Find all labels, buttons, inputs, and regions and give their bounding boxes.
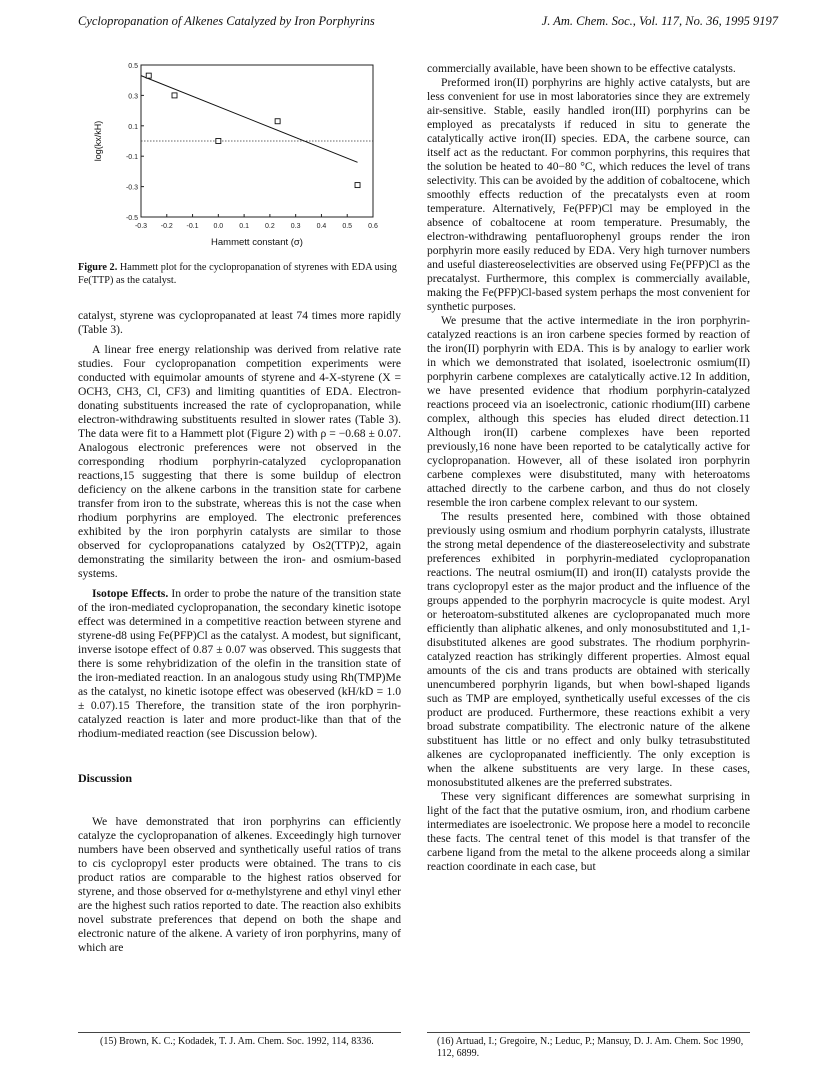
paragraph: catalyst, styrene was cyclopropanated at least 74 times more rapidly (Table 3).	[78, 309, 401, 336]
paragraph: A linear free energy relationship was derived from relative rate studies. Four cyclopropanation competition experiments were conducted with equimolar amounts of styrene and 4-X-styrene (X = OCH3, CH3, Cl, CF3) and limiting quantities of EDA. Electron-donating substituents increased the rate of cyclopropanation, while electron-withdrawing substituents resulted in slower rates (Table 3). The data were fit to a Hammett plot (Figure 2) with ρ = −0.68 ± 0.07. Analogous electronic preferences were not observed in the corresponding rhodium porphyrin-catalyzed cyclopropanation reactions,15 suggesting that there is some buildup of electron deficiency on the alkene carbons in the transition state for carbene transfer from iron to the substrate, whereas this is not the case when rhodium porphyrins are employed. The electronic preferences exhibited by the iron porphyrin catalysts are similar to those observed for cyclopropanations catalyzed by Os2(TTP)2, again demonstrating the similarity between the iron- and osmium-based systems.	[78, 343, 401, 580]
x-tick-label: -0.2	[160, 223, 173, 230]
paragraph: commercially available, have been shown to be effective catalysts.	[427, 62, 736, 75]
y-tick-label: 0.5	[128, 63, 138, 70]
footnote-16: (16) Artuad, I.; Gregoire, N.; Leduc, P.; Mansuy, D. J. Am. Chem. Soc 1990, 112, 6899.	[437, 1036, 744, 1059]
run-in-heading: Isotope Effects.	[92, 587, 169, 600]
x-tick-label: 0.6	[368, 223, 378, 230]
data-point	[275, 119, 280, 124]
y-tick-label: 0.3	[128, 93, 138, 101]
footnote-rule	[78, 1032, 401, 1033]
y-tick-label: -0.5	[125, 215, 138, 222]
figure-2	[78, 62, 401, 287]
figure-caption	[78, 262, 401, 287]
figure-caption-text: Hammett plot for the cyclopropanation of styrenes with EDA using Fe(TTP) as the catalyst.	[78, 262, 397, 286]
fit-line	[141, 76, 358, 163]
section-heading: Discussion	[78, 771, 133, 785]
paragraph	[78, 587, 401, 741]
y-tick-label: 0.1	[128, 123, 138, 131]
x-tick-label: 0.3	[290, 223, 301, 230]
x-tick-label: 0.4	[316, 223, 327, 230]
y-axis-label: log(kx/kH)	[93, 120, 103, 162]
x-axis-label: Hammett constant (σ)	[211, 237, 303, 248]
journal-citation: J. Am. Chem. Soc., Vol. 117, No. 36, 1995 9197	[541, 14, 778, 28]
running-title: Cyclopropanation of Alkenes Catalyzed by Iron Porphyrins	[78, 14, 375, 28]
paragraph: These very significant differences are somewhat surprising in light of the fact that the putative osmium, iron, and rhodium carbene intermediates are isoelectronic. We propose here a model to reconcile these facts. The central tenet of this model is that transfer of the carbene ligand from the metal to the alkene proceeds along a similar reaction coordinate in each case, but	[427, 790, 750, 873]
data-point	[172, 93, 177, 98]
y-tick-label: -0.1	[125, 154, 138, 162]
data-point	[216, 139, 221, 144]
x-tick-label: 0.5	[342, 223, 353, 230]
footnote-15: (15) Brown, K. C.; Kodadek, T. J. Am. Chem. Soc. 1992, 114, 8336.	[100, 1036, 374, 1047]
figure-caption-label: Figure 2.	[78, 262, 118, 273]
data-point	[355, 183, 360, 188]
paragraph: The results presented here, combined with those obtained previously using osmium and rhodium porphyrin catalysts, illustrate the strong metal dependence of the diastereoselectivity and substrate preferences exhibited in porphyrin-mediated cyclopropanation reactions. The neutral osmium(II) and iron(II) catalysts provide the trans cyclopropyl ester as the major product and the influence of the groups appended to the porphyrin macrocycle is quite modest. Aryl or heteroatom-substituted alkenes are cyclopropanated much more efficiently than aliphatic alkenes, and only monosubstituted and 1,1-disubstituted alkenes are good substrates. The rhodium porphyrin-catalyzed reaction has strikingly different properties. Almost equal amounts of the cis and trans products are obtained with sterically unencumbered porphyrin ligands, but when bowl-shaped ligands such as TMP are employed, synthetically useful excesses of the cis product are produced. Furthermore, these reactions exhibit a very broad substrate compatibility. The electronic nature of the alkene substituent has little or no effect and only bulky tetrasubstituted alkenes are cyclopropanated inefficiently. The only exception is when the alkene substituents are very large. In these cases, monosubstituted alkenes are the preferred substrates.	[427, 510, 750, 789]
paragraph: Preformed iron(II) porphyrins are highly active catalysts, but are less convenient for use in most laboratories since they are extremely air-sensitive. Stable, easily handled iron(III) porphyrins can be employed as precatalysts if reduced in situ to generate the catalytically active iron(II) species. EDA, the carbene source, can itself act as the reductant. For common porphyrins, this requires that the solution be heated to 40−80 °C, which reduces the level of trans selectivity. This can be avoided by the addition of cobaltocene, which smoothly effects reduction of the precatalysts even at room temperature. Alternatively, Fe(PFP)Cl may be employed in the absence of cobaltocene at room temperature. Presumably, the electron-withdrawing pentafluorophenyl groups render the iron porphyrin more easily reduced by EDA. Very high turnover numbers and useful diastereoselectivities are observed using Fe(PFP)Cl as the precatalyst. Furthermore, this complex is commercially available, making the Fe(PFP)Cl-based system perhaps the most convenient for synthetic purposes.	[427, 76, 750, 313]
plot-frame	[141, 65, 373, 217]
paragraph: We presume that the active intermediate in the iron porphyrin-catalyzed reactions is an iron carbene species formed by reaction of the iron(II) porphyrin with EDA. This is by analogy to earlier work in which we demonstrated that isolated, isoelectronic osmium(II) porphyrin carbene complexes are catalytically active.12 In addition, we have presented evidence that rhodium porphyrin-catalyzed reactions proceed via an isoelectronic, cationic rhodium(III) carbene complex, although this species has eluded direct detection.11 Although iron(II) carbene complexes have been reported previously,16 none have been reported to be catalytically active for cyclopropanation. However, all of these isolated iron porphyrin carbene complexes were disubstituted, many with heteroatoms attached directly to the carbene carbon, and thus do not closely resemble the iron carbene complex relevant to our system.	[427, 314, 750, 509]
data-point	[146, 73, 151, 78]
x-tick-label: -0.3	[134, 223, 148, 230]
x-tick-label: 0.0	[213, 223, 224, 230]
footnote-rule	[427, 1032, 750, 1033]
x-tick-label: -0.1	[186, 223, 199, 230]
running-header	[78, 14, 778, 32]
paragraph: We have demonstrated that iron porphyrins can efficiently catalyze the cyclopropanation of alkenes. Exceedingly high turnover numbers have been observed and synthetically useful ratios of trans to cis cyclopropyl ester products were obtained. The trans to cis product ratios are comparable to the highest ratios observed for styrene, and those observed for α-methylstyrene and ethyl vinyl ether are the highest such ratios reported to date. The reaction also exhibits novel substrate preferences that depend on both the shape and electronic nature of the alkene. A variety of iron porphyrins, many of which are	[78, 815, 401, 954]
x-tick-label: 0.2	[265, 223, 275, 230]
x-tick-label: 0.1	[239, 223, 249, 230]
paragraph-text: In order to probe the nature of the transition state of the iron-mediated cyclopropanation, the secondary kinetic isotope effect was determined in a competitive reaction between styrene and styrene-d8 using Fe(PFP)Cl as the catalyst. A modest, but significant, inverse isotope effect of 0.87 ± 0.07 was observed. This suggests that there is some rehybridization of the olefin in the transition state of the iron-mediated reaction. In an analogous study using Rh(TMP)Me as the catalyst, no kinetic isotope effect was obeserved (kH/kD = 1.0 ± 0.07).15 Therefore, the transition state of the iron porphyrin-catalyzed reaction is later and more product-like than that of the rhodium-mediated reaction (see Discussion below).	[78, 587, 401, 740]
left-column	[78, 62, 401, 955]
hammett-plot	[78, 62, 401, 252]
right-column	[427, 62, 750, 874]
y-tick-label: -0.3	[125, 184, 138, 192]
